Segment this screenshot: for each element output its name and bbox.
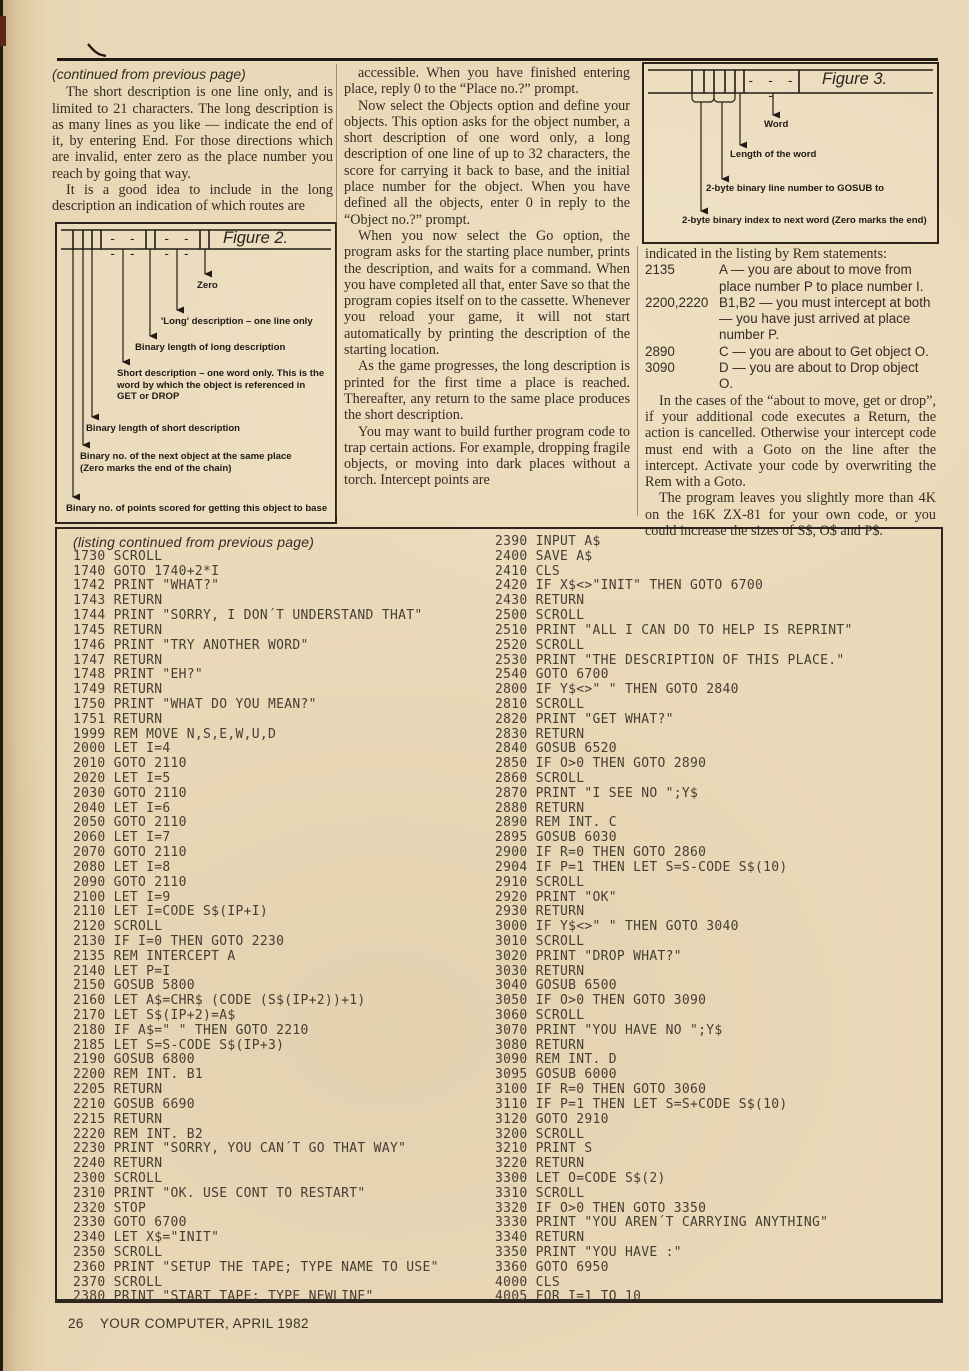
code-line: 2360 PRINT "SETUP THE TAPE; TYPE NAME TO USE" xyxy=(73,1259,439,1275)
dash-cell: - - - - xyxy=(162,232,193,262)
code-line: 3080 RETURN xyxy=(495,1037,585,1053)
code-line: 1750 PRINT "WHAT DO YOU MEAN?" xyxy=(73,696,317,712)
rem-intro: indicated in the listing by Rem statements: xyxy=(645,246,887,262)
code-line: 2895 GOSUB 6030 xyxy=(495,830,617,846)
code-line: 2200 REM INT. B1 xyxy=(73,1067,204,1083)
code-line: 2920 PRINT "OK" xyxy=(495,889,617,905)
code-line: 3120 GOTO 2910 xyxy=(495,1111,609,1127)
code-line: 2040 LET I=6 xyxy=(73,800,171,816)
code-line: 2215 RETURN xyxy=(73,1111,163,1127)
code-line: 2135 REM INTERCEPT A xyxy=(73,948,236,964)
figure-2-label-binnext: Binary no. of the next object at the same place (Zero marks the end of the chain) xyxy=(80,451,292,474)
code-line: 1743 RETURN xyxy=(73,593,163,609)
code-line: 2310 PRINT "OK. USE CONT TO RESTART" xyxy=(73,1185,366,1201)
code-line: 2210 GOSUB 6690 xyxy=(73,1096,195,1112)
code-line: 2890 REM INT. C xyxy=(495,815,617,831)
figure-2 xyxy=(55,222,337,524)
code-line: 1999 REM MOVE N,S,E,W,U,D xyxy=(73,726,277,742)
code-line: 2400 SAVE A$ xyxy=(495,548,593,564)
continued-note: (continued from previous page) xyxy=(52,66,246,82)
code-line: 2380 PRINT "START TAPE; TYPE NEWLINE" xyxy=(73,1289,374,1305)
figure-2-label-binpoints: Binary no. of points scored for getting this object to base xyxy=(66,503,328,514)
scan-edge-mark xyxy=(0,16,6,46)
code-line: 3350 PRINT "YOU HAVE :" xyxy=(495,1245,682,1260)
figure-3-label-index: 2-byte binary index to next word (Zero marks the end) xyxy=(682,215,927,226)
code-line: 2930 RETURN xyxy=(495,904,585,920)
right-paragraphs xyxy=(645,393,936,540)
figure-3 xyxy=(642,62,939,244)
figure-2-title: Figure 2. xyxy=(223,229,289,247)
rem-statement-list xyxy=(645,262,936,392)
rem-description: A — you are about to move from place number P to place number I. xyxy=(719,262,924,294)
dash-cell: - - - - xyxy=(108,232,139,262)
code-line: 2860 SCROLL xyxy=(495,771,585,786)
code-line: 3310 SCROLL xyxy=(495,1185,585,1201)
scan-tick-mark xyxy=(86,42,116,62)
code-line: 2410 CLS xyxy=(495,563,561,579)
code-line: 2840 GOSUB 6520 xyxy=(495,741,617,757)
code-line: 2820 PRINT "GET WHAT?" xyxy=(495,711,674,727)
code-line: 2430 RETURN xyxy=(495,593,585,609)
rem-line-numbers: 3090 xyxy=(645,360,675,376)
figure-2-label-binshort: Binary length of short description xyxy=(86,423,241,434)
code-line: 2130 IF I=0 THEN GOTO 2230 xyxy=(73,933,285,949)
code-line: 2060 LET I=7 xyxy=(73,830,171,846)
figure-2-label-long: 'Long' description – one line only xyxy=(161,316,313,327)
code-line: 2830 RETURN xyxy=(495,726,585,742)
middle-paragraphs xyxy=(344,65,630,489)
code-line: 3010 SCROLL xyxy=(495,933,585,949)
code-line: 2910 SCROLL xyxy=(495,874,585,890)
code-line: 1740 GOTO 1740+2*I xyxy=(73,563,220,579)
rem-description: D — you are about to Drop object O. xyxy=(719,360,919,392)
figure-3-label-length: Length of the word xyxy=(730,149,817,160)
code-line: 2370 SCROLL xyxy=(73,1274,163,1290)
code-line: 2000 LET I=4 xyxy=(73,741,171,757)
code-line: 1745 RETURN xyxy=(73,622,163,638)
code-line: 2185 LET S=S-CODE S$(IP+3) xyxy=(73,1037,285,1053)
code-line: 2300 SCROLL xyxy=(73,1170,163,1186)
code-line: 3040 GOSUB 6500 xyxy=(495,978,617,994)
column-divider xyxy=(336,64,337,516)
code-line: 3090 REM INT. D xyxy=(495,1052,617,1068)
code-line: 3110 IF P=1 THEN LET S=S+CODE S$(10) xyxy=(495,1096,788,1112)
code-line: 2810 SCROLL xyxy=(495,696,585,712)
scan-edge-line xyxy=(0,0,3,1371)
paragraph: The short description is one line only, and is limited to 21 characters. The long description is as many lines as you like — indicate the end of it, by entering End. For those directions which are invalid, enter zero as the place number you reach by going that way. xyxy=(52,84,333,182)
code-line: 1744 PRINT "SORRY, I DON´T UNDERSTAND THAT" xyxy=(73,608,423,624)
code-line: 2070 GOTO 2110 xyxy=(73,845,187,861)
rem-line-numbers: 2135 xyxy=(645,262,675,278)
code-line: 3300 LET O=CODE S$(2) xyxy=(495,1170,666,1186)
code-line: 1747 RETURN xyxy=(73,652,163,668)
code-line: 2150 GOSUB 5800 xyxy=(73,978,195,994)
code-line: 1742 PRINT "WHAT?" xyxy=(73,578,220,594)
code-line: 2010 GOTO 2110 xyxy=(73,756,187,772)
paragraph: You may want to build further program code to trap certain actions. For example, dropping fragile objects, or moving into dark places without a torch. Intercept points are xyxy=(344,423,630,489)
code-line: 3050 IF O>0 THEN GOTO 3090 xyxy=(495,993,707,1009)
code-line: 3095 GOSUB 6000 xyxy=(495,1067,617,1083)
rem-statement-row xyxy=(645,344,936,360)
code-line: 2050 GOTO 2110 xyxy=(73,815,187,831)
listing-right-lines xyxy=(495,535,853,1305)
code-line: 3210 PRINT S xyxy=(495,1141,593,1157)
rem-line-numbers: 2890 xyxy=(645,343,675,359)
paragraph: accessible. When you have finished entering place, reply 0 to the “Place no.?” prompt. xyxy=(344,65,630,98)
code-line: 2340 LET X$="INIT" xyxy=(73,1230,220,1246)
code-line: 2500 SCROLL xyxy=(495,608,585,624)
middle-column xyxy=(344,65,630,489)
code-line: 2330 GOTO 6700 xyxy=(73,1215,187,1231)
code-line: 3340 RETURN xyxy=(495,1230,585,1246)
rem-statement-row xyxy=(645,295,936,344)
code-line: 2350 SCROLL xyxy=(73,1245,163,1260)
code-line: 3200 SCROLL xyxy=(495,1126,585,1142)
code-line: 2800 IF Y$<>" " THEN GOTO 2840 xyxy=(495,682,739,698)
code-line: 1730 SCROLL xyxy=(73,548,163,564)
code-line: 2850 IF O>0 THEN GOTO 2890 xyxy=(495,756,707,772)
code-line: 3020 PRINT "DROP WHAT?" xyxy=(495,948,682,964)
figure-3-label-word: Word xyxy=(764,119,789,130)
figure-2-label-short: Short description – one word only. This is the word by which the object is referenced in GET or DROP xyxy=(117,368,325,402)
paragraph: The program leaves you slightly more than 4K on the 16K ZX-81 for your own code, or you could increase the sizes of S$, O$ and P$. xyxy=(645,490,936,540)
code-line: 3220 RETURN xyxy=(495,1156,585,1172)
paragraph: As the game progresses, the long description is printed for the first time a place is reached. Thereafter, any return to the same place produces the short description. xyxy=(344,358,630,424)
code-line: 2160 LET A$=CHR$ (CODE (S$(IP+2))+1) xyxy=(73,993,366,1009)
code-line: 1751 RETURN xyxy=(73,711,163,727)
rem-statement-row xyxy=(645,262,936,295)
code-line: 4000 CLS xyxy=(495,1274,561,1290)
code-line: 2080 LET I=8 xyxy=(73,859,171,875)
page-footer xyxy=(68,1316,309,1331)
code-line: 3000 IF Y$<>" " THEN GOTO 3040 xyxy=(495,919,739,935)
code-line: 2180 IF A$=" " THEN GOTO 2210 xyxy=(73,1022,309,1038)
code-line: 2520 SCROLL xyxy=(495,637,585,653)
code-line: 2530 PRINT "THE DESCRIPTION OF THIS PLACE." xyxy=(495,652,845,668)
program-listing-box xyxy=(55,527,943,1303)
code-line: 2100 LET I=9 xyxy=(73,889,171,905)
code-line: 2090 GOTO 2110 xyxy=(73,874,187,890)
code-line: 2110 LET I=CODE S$(IP+I) xyxy=(73,904,269,920)
code-line: 2880 RETURN xyxy=(495,800,585,816)
listing-continued-note: (listing continued from previous page) xyxy=(73,534,315,550)
code-line: 2900 IF R=0 THEN GOTO 2860 xyxy=(495,845,707,861)
listing-left-lines xyxy=(73,550,439,1305)
code-line: 2420 IF X$<>"INIT" THEN GOTO 6700 xyxy=(495,578,764,594)
paragraph: It is a good idea to include in the long description an indication of which routes are xyxy=(52,182,333,215)
code-line: 2120 SCROLL xyxy=(73,919,163,935)
code-line: 1746 PRINT "TRY ANOTHER WORD" xyxy=(73,637,309,653)
listing-left-column xyxy=(73,535,439,1305)
rem-line-numbers: 2200,2220 xyxy=(645,294,709,310)
code-line: 3360 GOTO 6950 xyxy=(495,1259,609,1275)
right-column xyxy=(645,246,936,539)
figure-2-label-zero: Zero xyxy=(197,280,218,291)
figure-2-label-binlong: Binary length of long description xyxy=(135,342,286,353)
code-line: 3320 IF O>0 THEN GOTO 3350 xyxy=(495,1200,707,1216)
figure-3-title: Figure 3. xyxy=(822,70,888,88)
rem-statement-row xyxy=(645,360,936,393)
code-line: 3030 RETURN xyxy=(495,963,585,979)
left-paragraphs xyxy=(52,84,333,214)
paragraph: When you now select the Go option, the program asks for the starting place number, prints the description, and waits for a command. When you have completed all that, enter Save so that the program copies itself on to the cassette. Whenever you reload your game, it will not start automatically by printing the description of the starting location. xyxy=(344,227,630,359)
code-line: 2870 PRINT "I SEE NO ";Y$ xyxy=(495,785,699,801)
code-line: 2540 GOTO 6700 xyxy=(495,667,609,683)
code-line: 1749 RETURN xyxy=(73,682,163,698)
code-line: 2190 GOSUB 6800 xyxy=(73,1052,195,1068)
code-line: 3060 SCROLL xyxy=(495,1008,585,1023)
paragraph: Now select the Objects option and define your objects. This option asks for the object number, a short description of one word only, a long description of one line of up to 32 characters, the score for carrying it back to base, and the initial place number for the object. When you have defined all the objects, enter 0 in reply to the “Object no.?” prompt. xyxy=(344,97,630,228)
code-line: 2390 INPUT A$ xyxy=(495,534,601,549)
code-line: 3070 PRINT "YOU HAVE NO ";Y$ xyxy=(495,1022,723,1038)
dash-cell: - - - - xyxy=(746,74,797,104)
paragraph: In the cases of the “about to move, get or drop”, if your additional code executes a Return, the action is cancelled. Otherwise your intercept code must end with a Goto on the line after the intercept. Activate your code by overwriting the Rem with a Goto. xyxy=(645,392,936,491)
magazine-title: YOUR COMPUTER, APRIL 1982 xyxy=(99,1316,309,1331)
rem-description: B1,B2 — you must intercept at both — you have just arrived at place number P. xyxy=(719,294,931,343)
column-divider xyxy=(637,246,638,516)
code-line: 4005 FOR I=1 TO 10 xyxy=(495,1289,642,1305)
code-line: 2510 PRINT "ALL I CAN DO TO HELP IS REPRINT" xyxy=(495,622,853,638)
figure-3-label-gosub: 2-byte binary line number to GOSUB to xyxy=(706,183,885,194)
code-line: 3330 PRINT "YOU AREN´T CARRYING ANYTHING" xyxy=(495,1215,829,1231)
code-line: 2140 LET P=I xyxy=(73,963,171,979)
listing-right-column xyxy=(495,535,853,1305)
code-line: 2220 REM INT. B2 xyxy=(73,1126,204,1142)
code-line: 3100 IF R=0 THEN GOTO 3060 xyxy=(495,1082,707,1098)
code-line: 2230 PRINT "SORRY, YOU CAN´T GO THAT WAY" xyxy=(73,1141,407,1157)
page-number: 26 xyxy=(68,1316,84,1331)
code-line: 2240 RETURN xyxy=(73,1156,163,1172)
code-line: 2020 LET I=5 xyxy=(73,771,171,786)
code-line: 2030 GOTO 2110 xyxy=(73,785,187,801)
code-line: 2205 RETURN xyxy=(73,1082,163,1098)
code-line: 1748 PRINT "EH?" xyxy=(73,667,204,683)
left-column xyxy=(52,66,333,215)
code-line: 2320 STOP xyxy=(73,1200,147,1216)
code-line: 2170 LET S$(IP+2)=A$ xyxy=(73,1008,236,1023)
top-rule xyxy=(57,58,938,61)
code-line: 2904 IF P=1 THEN LET S=S-CODE S$(10) xyxy=(495,859,788,875)
rem-description: C — you are about to Get object O. xyxy=(719,343,929,359)
